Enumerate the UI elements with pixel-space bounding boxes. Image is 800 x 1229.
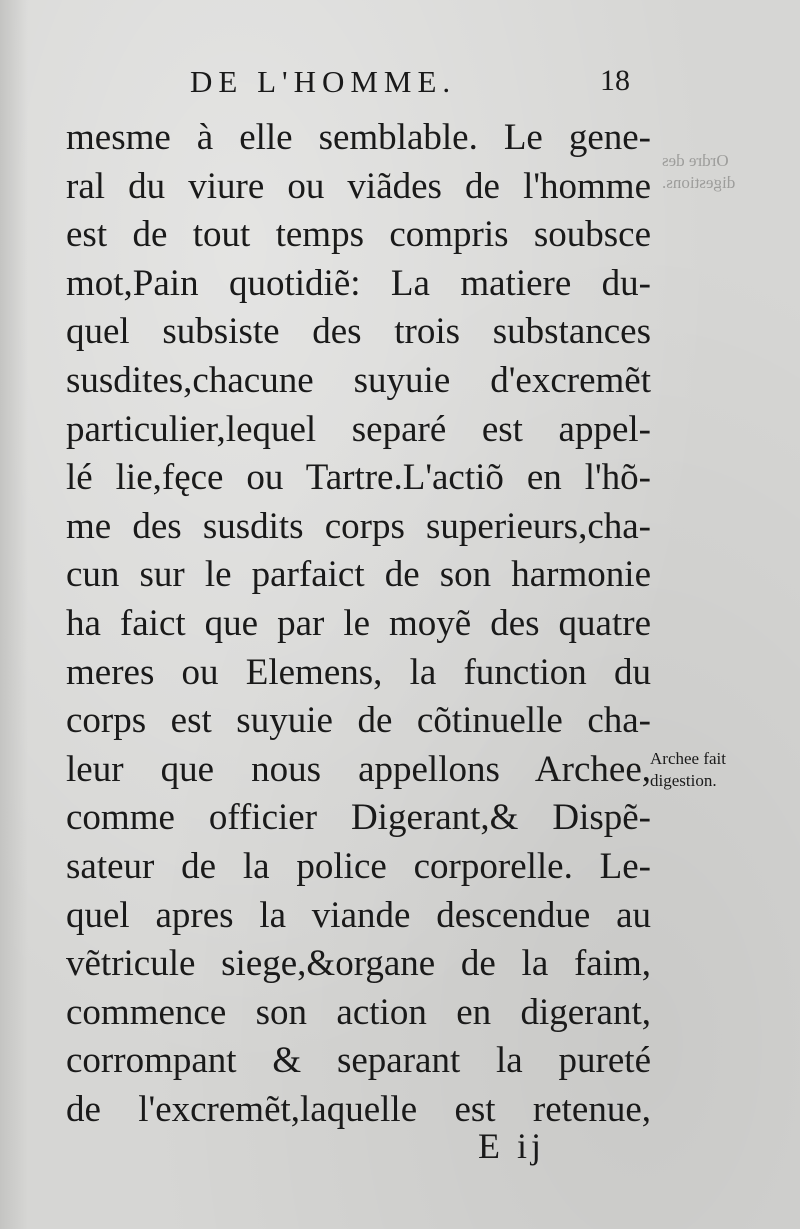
bleed-through-text — [662, 150, 777, 194]
body-text — [66, 114, 651, 1134]
marginal-note-line: digestion. — [650, 771, 717, 790]
text-line: mot,Pain quotidiẽ: La matiere du- — [66, 262, 651, 304]
page-header — [190, 60, 630, 110]
text-line: cun sur le parfaict de son harmonie — [66, 554, 651, 596]
text-line: commence son action en digerant, — [66, 991, 651, 1033]
text-line: ha faict que par le moyẽ des quatre — [66, 602, 651, 644]
text-line: lé lie,fęce ou Tartre.L'actiõ en l'hõ- — [66, 457, 651, 499]
text-line: me des susdits corps superieurs,cha- — [66, 505, 651, 547]
running-head: DE L'HOMME. — [190, 64, 457, 99]
text-line: susdites,chacune suyuie d'excremẽt — [66, 359, 651, 401]
text-line: quel apres la viande descendue au — [66, 894, 651, 936]
text-line: vẽtricule siege,&organe de la faim, — [66, 943, 651, 985]
text-line: corps est suyuie de cõtinuelle cha- — [66, 700, 651, 742]
marginal-note — [650, 748, 790, 792]
page-number: 18 — [600, 64, 630, 97]
bleed-line: digestions. — [662, 173, 736, 192]
text-line: ral du viure ou viãdes de l'homme — [66, 165, 651, 207]
text-line: corrompant & separant la pureté — [66, 1040, 651, 1082]
text-line: mesme à elle semblable. Le gene- — [66, 117, 651, 158]
text-line: meres ou Elemens, la function du — [66, 651, 651, 693]
bleed-line: Ordre des — [662, 151, 729, 170]
text-line: particulier,lequel separé est appel- — [66, 408, 651, 450]
text-line: de l'excremẽt,laquelle est retenue, — [66, 1088, 651, 1130]
marginal-note-line: Archee fait — [650, 749, 726, 768]
text-line: leur que nous appellons Archee, — [66, 748, 651, 790]
text-line: comme officier Digerant,& Dispẽ- — [66, 797, 651, 839]
text-line: est de tout temps compris soubsce — [66, 214, 651, 256]
signature-mark: E ij — [478, 1126, 545, 1166]
text-line: quel subsiste des trois substances — [66, 311, 651, 353]
gutter-shadow — [0, 0, 28, 1229]
text-line: sateur de la police corporelle. Le- — [66, 845, 651, 887]
